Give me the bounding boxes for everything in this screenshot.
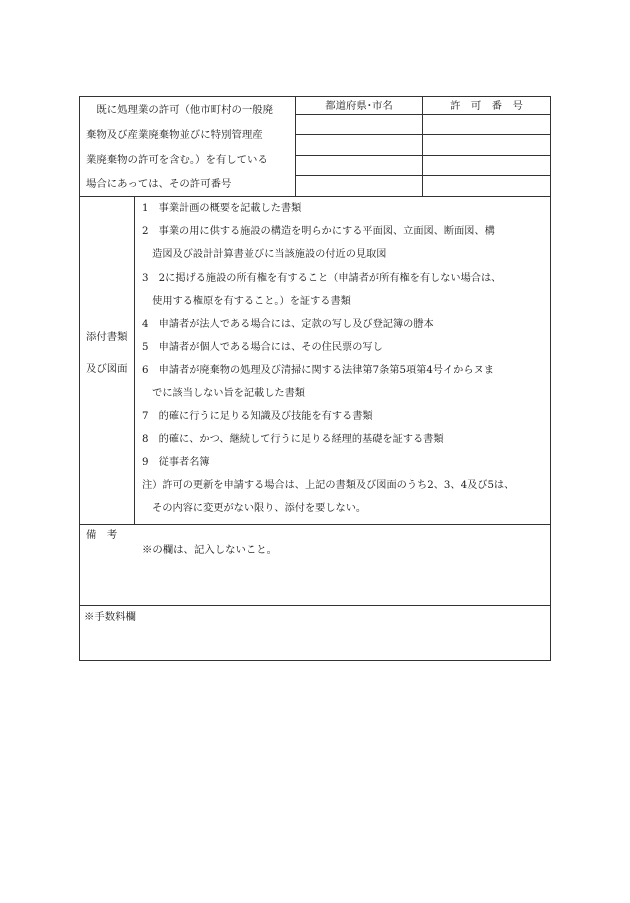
- remarks-field[interactable]: [81, 559, 549, 604]
- attachment-line: 2 事業の用に供する施設の構造を明らかにする平面図、立面図、断面図、構: [142, 226, 495, 237]
- permit-number-cell[interactable]: [423, 176, 550, 196]
- fee-field[interactable]: [81, 625, 549, 660]
- attachment-line: 1 事業計画の概要を記載した書類: [142, 203, 302, 214]
- permit-description-line: 既に処理業の許可（他市町村の一般廃: [86, 104, 274, 116]
- attachments-label-line: 添付書類: [86, 331, 128, 343]
- permit-description-line: 業廃棄物の許可を含む。）を有している: [86, 154, 268, 166]
- attachment-note-line: 注）許可の更新を申請する場合は、上記の書類及び図面のうち2、3、4及び5は、: [142, 480, 515, 491]
- attachment-line: 使用する権原を有すること。）を証する書類: [142, 296, 351, 307]
- attachments-label-line: 及び図面: [86, 363, 128, 375]
- permit-description-line: 棄物及び産業廃棄物並びに特別管理産: [86, 129, 263, 141]
- attachment-note-line: その内容に変更がない限り、添付を要しない。: [142, 503, 367, 514]
- attachment-line: 7 的確に行うに足りる知識及び技能を有する書類: [142, 411, 373, 422]
- column-header-prefecture: 都道府県･市名: [325, 100, 393, 112]
- permit-number-cell[interactable]: [423, 156, 550, 175]
- divider-attachments-label: [134, 196, 135, 524]
- divider-permit-bottom: [80, 196, 550, 197]
- divider-remarks-bottom: [80, 605, 550, 606]
- permit-number-cell[interactable]: [423, 135, 550, 155]
- attachment-line: 8 的確に、かつ、継続して行うに足りる経理的基礎を証する書類: [142, 434, 444, 445]
- attachment-line: 4 申請者が法人である場合には、定款の写し及び登記簿の謄本: [142, 319, 434, 330]
- attachment-line: 6 申請者が廃棄物の処理及び清掃に関する法律第7条第5項第4号イからヌま: [142, 365, 494, 376]
- attachment-line: 造図及び設計計算書並びに当該施設の付近の見取図: [142, 249, 387, 260]
- permit-prefecture-cell[interactable]: [296, 115, 422, 134]
- fee-label: ※手数料欄: [84, 611, 136, 623]
- application-form-table: [79, 96, 551, 661]
- permit-description-line: 場合にあっては、その許可番号: [86, 178, 232, 190]
- permit-number-cell[interactable]: [423, 115, 550, 134]
- attachment-line: 5 申請者が個人である場合には、その住民票の写し: [142, 342, 383, 353]
- remarks-label: 備 考: [86, 529, 118, 541]
- attachment-line: 3 2に掲げる施設の所有権を有すること（申請者が所有権を有しない場合は、: [142, 273, 502, 284]
- attachment-line: でに該当しない旨を記載した書類: [142, 388, 305, 399]
- divider-attachments-bottom: [80, 524, 550, 525]
- column-header-permit-number: 許 可 番 号: [450, 100, 523, 112]
- permit-prefecture-cell[interactable]: [296, 176, 422, 196]
- remarks-note: ※の欄は、記入しないこと。: [142, 544, 278, 556]
- permit-prefecture-cell[interactable]: [296, 156, 422, 175]
- attachment-line: 9 従事者名簿: [142, 457, 210, 468]
- permit-prefecture-cell[interactable]: [296, 135, 422, 155]
